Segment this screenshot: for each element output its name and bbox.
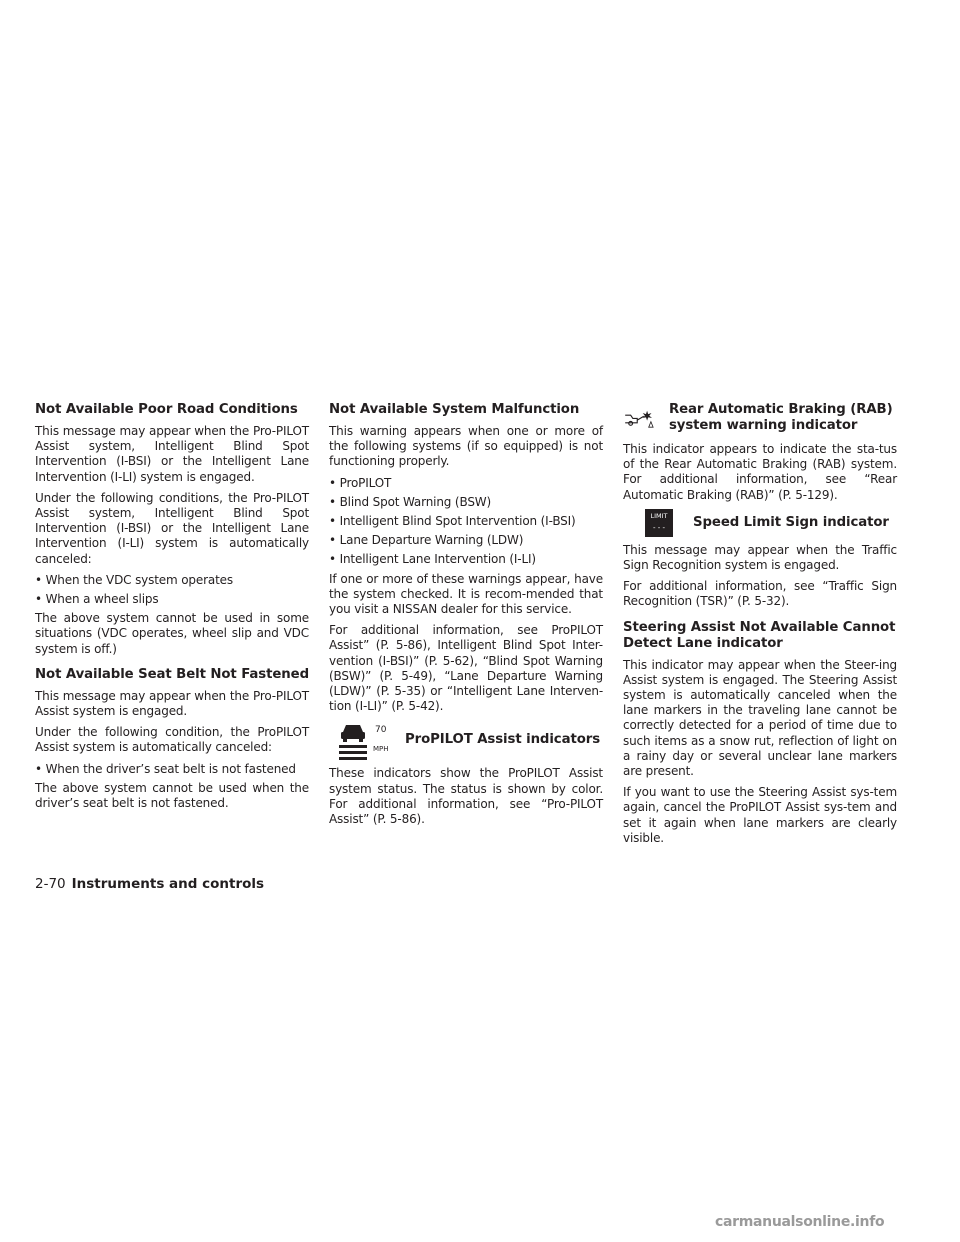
bullet-item: • Blind Spot Warning (BSW)	[329, 494, 492, 509]
heading-rab-indicator: Rear Automatic Braking (RAB) system warning indicator	[668, 402, 893, 433]
rear-automatic-braking-icon	[623, 402, 657, 436]
bullet-item: • When the driver’s seat belt is not fastened	[35, 761, 296, 776]
paragraph: Under the following condition, the ProPILOT Assist system is automatically canceled:	[35, 725, 309, 755]
paragraph: Under the following conditions, the Pro-PILOT Assist system, Intelligent Blind Spot Intervention (I-BSI) or the Intelligent Lane Intervention (I-LI) system is automatically canceled:	[35, 490, 309, 566]
propilot-set-speed: 70	[375, 725, 387, 736]
watermark: carmanualsonline.info	[715, 1214, 885, 1230]
paragraph: This indicator appears to indicate the sta-tus of the Rear Automatic Braking (RAB) system. For additional information, see “Rear Automatic Braking (RAB)” (P. 5-129).	[623, 442, 897, 502]
bullet-item: • Intelligent Lane Intervention (I-LI)	[329, 552, 536, 567]
page-footer	[35, 876, 264, 892]
paragraph: The above system cannot be used in some situations (VDC operates, wheel slip and VDC system is off.)	[35, 611, 309, 656]
heading-speed-limit: Speed Limit Sign indicator	[693, 514, 889, 530]
bullet-item: • Lane Departure Warning (LDW)	[329, 533, 524, 548]
speed-limit-label: LIMIT	[650, 511, 668, 520]
heading-propilot-indicators: ProPILOT Assist indicators	[405, 732, 601, 748]
bullet-item: • ProPILOT	[329, 475, 392, 490]
propilot-speed-unit: MPH	[373, 745, 389, 754]
paragraph: This message may appear when the Pro-PILOT Assist system is engaged.	[35, 688, 309, 719]
column-2	[329, 402, 603, 833]
paragraph: If you want to use the Steering Assist sys-tem again, cancel the ProPILOT Assist sys-tem and set it again when lane markers are clearly visible.	[623, 785, 897, 845]
paragraph: This warning appears when one or more of the following systems (if so equipped) is not functioning properly.	[329, 424, 603, 469]
paragraph: This message may appear when the Pro-PILOT Assist system, Intelligent Blind Spot Intervention (I-BSI) or the Intelligent Lane Intervention (I-LI) system is engaged.	[35, 424, 309, 484]
bullet-item: • When the VDC system operates	[35, 572, 233, 587]
paragraph: The above system cannot be used when the driver’s seat belt is not fastened.	[35, 780, 309, 811]
rab-indicator-row	[623, 402, 897, 436]
heading-seat-belt: Not Available Seat Belt Not Fastened	[35, 666, 309, 682]
page-number: 2-70	[35, 876, 66, 892]
paragraph: This message may appear when the Traffic Sign Recognition system is engaged.	[623, 542, 897, 573]
heading-steering-assist: Steering Assist Not Available Cannot Detect Lane indicator	[623, 619, 896, 651]
speed-limit-sign-icon	[645, 509, 673, 537]
bullet-item: • When a wheel slips	[35, 592, 159, 607]
paragraph: This indicator may appear when the Steer-ing Assist system is engaged. The Steering Assist system is automatically canceled when the lane markers in the traveling lane cannot be correctly detected for a period of time due to such items as a snow rut, reflection of light on a rainy day or several unclear lane markers are present.	[623, 657, 897, 779]
paragraph: These indicators show the ProPILOT Assist system status. The status is shown by color. For additional information, see “Pro-PILOT Assist” (P. 5-86).	[329, 766, 603, 827]
heading-system-malfunction: Not Available System Malfunction	[329, 402, 580, 417]
section-title: Instruments and controls	[71, 876, 265, 892]
paragraph: For additional information, see “Traffic Sign Recognition (TSR)” (P. 5-32).	[623, 579, 897, 609]
speed-limit-value: - - -	[652, 523, 666, 532]
heading-poor-road: Not Available Poor Road Conditions	[35, 402, 298, 417]
column-3	[623, 402, 897, 852]
speed-limit-indicator-row	[645, 509, 897, 537]
column-1	[35, 402, 309, 817]
bullet-item: • Intelligent Blind Spot Intervention (I-BSI)	[329, 514, 576, 529]
paragraph: If one or more of these warnings appear, have the system checked. It is recom-mended that you visit a NISSAN dealer for this service.	[329, 571, 603, 617]
propilot-indicator-row	[337, 720, 603, 760]
paragraph: For additional information, see ProPILOT Assist” (P. 5-86), Intelligent Blind Spot Inter-vention (I-BSI)” (P. 5-62), “Blind Spot Warning (BSW)” (P. 5-49), “Lane Departure Warning (LDW)” (P. 5-35) or “Intelligent Lane Interven-tion (I-LI)” (P. 5-42).	[329, 623, 603, 714]
propilot-assist-icon	[337, 720, 395, 760]
